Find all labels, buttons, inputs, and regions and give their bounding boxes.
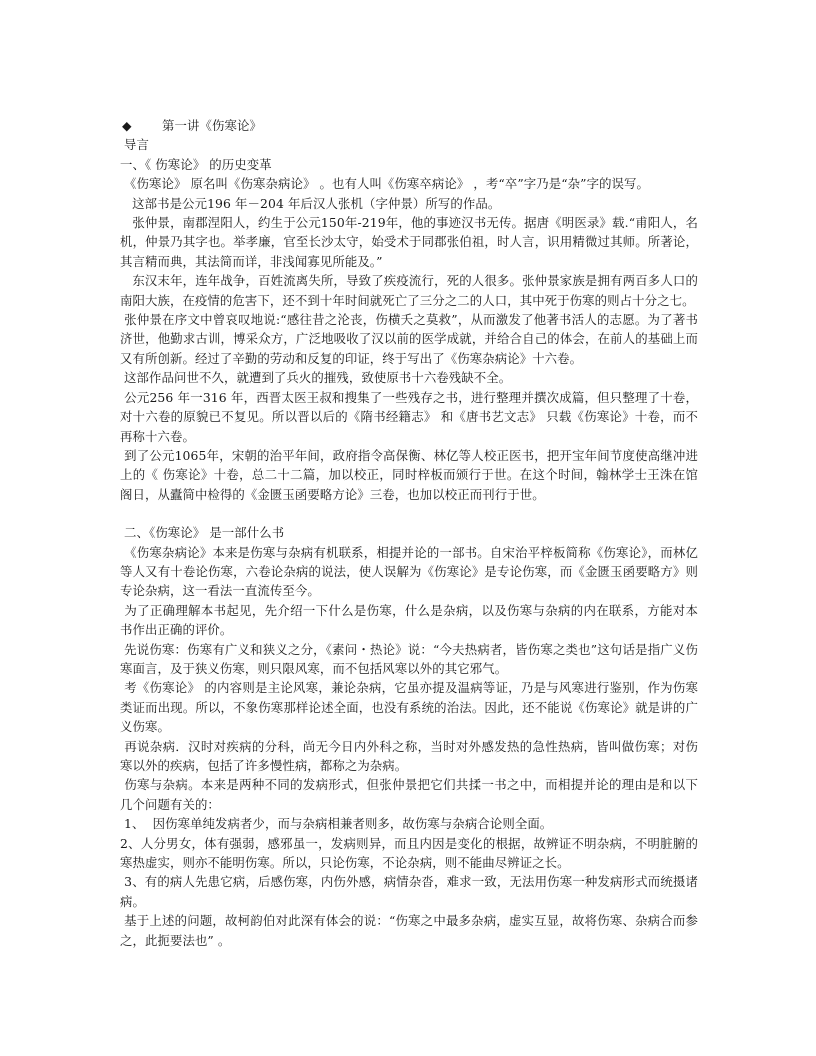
section1-paragraph: 张仲景，南郡涅阳人，约生于公元150年-219年，他的事迹汉书无传。据唐《明医录》载.“甫阳人，名机，仲景乃其字也。举孝廉，官至长沙太守，始受术于同郡张伯祖，时人言，识用精微过其师。所著论，其言精而典，其法简而详，非浅闻寡见所能及。” — [120, 215, 698, 269]
section2-paragraph: 考《伤寒论》 的内容则是主论风寒，兼论杂病，它虽亦提及温病等证，乃是与风寒进行鉴别，作为伤寒类证而出现。所以，不象伤寒那样论述全面，也没有系统的治法。因此，还不能说《伤寒论》就是讲的广义伤寒。 — [120, 680, 698, 735]
intro-heading: 导言 — [120, 137, 150, 153]
lecture-title — [120, 116, 698, 135]
lecture-title-text: 第一讲《伤寒论》 — [162, 118, 262, 133]
section2-list-item: 1、 因伤寒单纯发病者少，而与杂病相兼者则多，故伤寒与杂病合论则全面。 — [120, 816, 553, 832]
section2-paragraph: 再说杂病．汉时对疾病的分科，尚无今日内外科之称，当时对外感发热的急性热病，皆叫做伤寒；对伤寒以外的疾病，包括了许多慢性病，都称之为杂病。 — [120, 738, 699, 773]
section-spacer — [120, 504, 698, 523]
section1-paragraph: 东汉末年，连年战争，百姓流离失所，导致了疾疫流行，死的人很多。张仲景家族是拥有两百多人口的南阳大族，在疫情的危害下，还不到十年时间就死亡了三分之二的人口，其中死于伤寒的则占十分之七。 — [120, 273, 698, 308]
section1-paragraph: 这部书是公元196 年－204 年后汉人张机（字仲景）所写的作品。 — [120, 195, 501, 211]
section1-paragraph: 公元256 年一316 年，西晋太医王叔和搜集了一些残存之书，进行整理并撰次成篇，但只整理了十卷，对十六卷的原貌已不复见。所以晋以后的《隋书经籍志》 和《唐书艺文志》 只载《伤寒论》十卷，而不再称十六卷。 — [120, 389, 699, 444]
section1-paragraph: 这部作品问世不久，就遭到了兵火的摧残，致使原书十六卷残缺不全。 — [120, 370, 512, 386]
section1-paragraph: 《伤寒论》 原名叫《伤寒杂病论》 。也有人叫《伤寒卒病论》 ，考“卒”字乃是“杂”字的误写。 — [120, 176, 650, 192]
section2-list-item: 3、有的病人先患它病，后感伤寒，内伤外感，病情杂沓，难求一致，无法用伤寒一种发病形式而统摄诸病。 — [120, 874, 698, 909]
section2-paragraph: 《伤寒杂病论》本来是伤寒与杂病有机联系，相提并论的一部书。自宋治平梓板简称《伤寒论》，而林亿等人又有十卷论伤寒，六卷论杂病的说法，使人误解为《伤寒论》是专论伤寒，而《金匮玉函要略方》则专论杂病，这一看法一直流传至今。 — [120, 544, 698, 599]
section2-heading: 二、《伤寒论》 是一部什么书 — [120, 525, 285, 541]
section1-paragraph: 张仲景在序文中曾哀叹地说:“感往昔之沦丧，伤横夭之莫救”，从而激发了他著书活人的志愿。为了著书济世，他勤求古训，博采众方，广泛地吸收了汉以前的医学成就，并给合自己的体会，在前人的基础上而又有所创新。经过了辛勤的劳动和反复的印证，终于写出了《伤寒杂病论》十六卷。 — [120, 312, 698, 366]
section2-paragraph: 基于上述的问题，故柯韵伯对此深有体会的说：“伤寒之中最多杂病，虚实互显，故将伤寒、杂病合而参之，此扼要法也” 。 — [120, 913, 699, 948]
document-body — [120, 116, 698, 950]
section1-heading: 一、《 伤寒论》 的历史变革 — [120, 156, 272, 172]
section2-paragraph: 为了正确理解本书起见，先介绍一下什么是伤寒，什么是杂病，以及伤寒与杂病的内在联系，方能对本书作出正确的评价。 — [120, 602, 699, 638]
section2-list-item: 2、人分男女，体有强弱，感邪虽一，发病则异，而且内因是变化的根据，故辨证不明杂病，不明脏腑的寒热虚实，则亦不能明伤寒。所以，只论伤寒，不论杂病，则不能曲尽辨证之长。 — [120, 835, 698, 871]
section2-paragraph: 先说伤寒：伤寒有广义和狭义之分，《素问・热论》说：“今夫热病者，皆伤寒之类也”这句话是指广义伤寒面言，及于狭义伤寒，则只限风寒，而不包括风寒以外的其它邪气。 — [120, 641, 698, 676]
diamond-bullet-icon: ◆ — [122, 118, 132, 133]
section2-paragraph: 伤寒与杂病。本来是两种不同的发病形式，但张仲景把它们共揉一书之中，而相提并论的理由是和以下几个问题有关的： — [120, 777, 699, 812]
section1-paragraph: 到了公元1065年，宋朝的治平年间，政府指令高保衡、林亿等人校正医书，把开宝年间节度使高继冲进上的《 伤寒论》十卷，总二十二篇，加以校正，同时梓板而颁行于世。在这个时间，翰林学士王洙在馆阁日，从蠹简中检得的《金匮玉函要略方论》三卷，也加以校正而刊行于世。 — [120, 447, 698, 502]
